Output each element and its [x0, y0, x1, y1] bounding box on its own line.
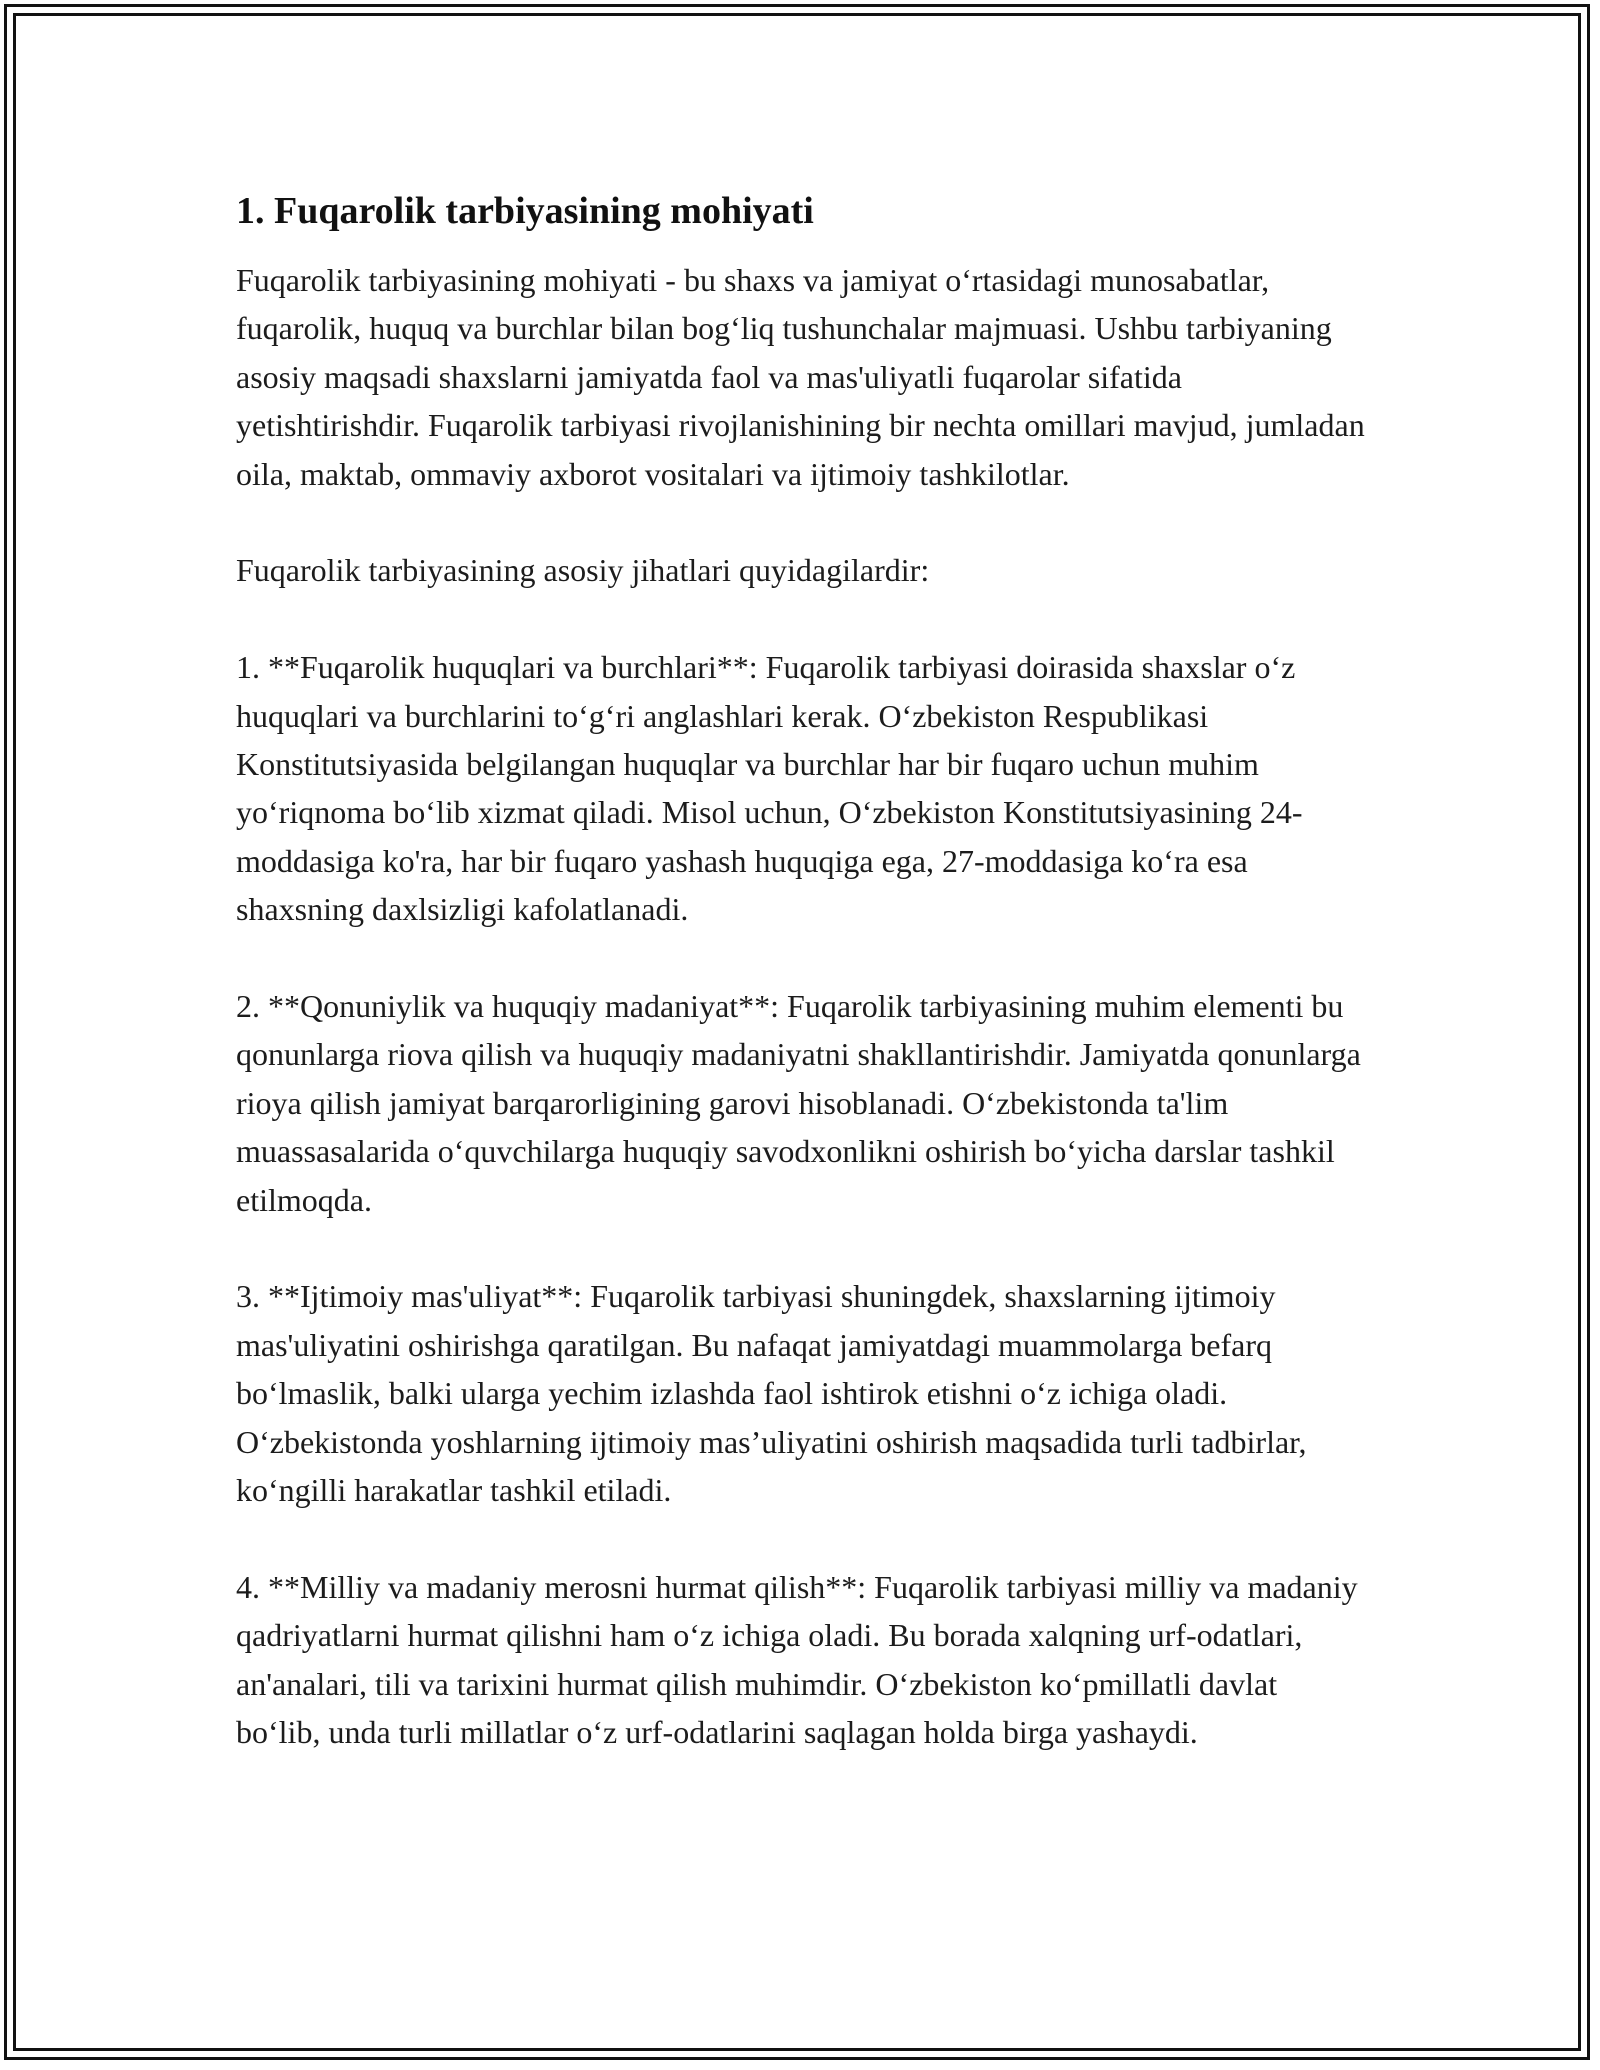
section-heading: 1. Fuqarolik tarbiyasining mohiyati	[236, 190, 814, 232]
aspect-legality-culture-paragraph: 2. **Qonuniylik va huquqiy madaniyat**: Fuqarolik tarbiyasining muhim elementi bu qonunlarga riova qilish va huquqiy madaniyatni shakllantirishdir. Jamiyatda qonunlarga rioya qilish jamiyat barqarorligining garovi hisoblanadi. O‘zbekistonda ta'lim muassasalarida o‘quvchilarga huquqiy savodxonlikni oshirish bo‘yicha darslar tashkil etilmoqda.	[236, 988, 1361, 1218]
document-body	[236, 186, 1366, 1805]
aspect-rights-duties-paragraph: 1. **Fuqarolik huquqlari va burchlari**: Fuqarolik tarbiyasi doirasida shaxslar o‘z huquqlari va burchlarini to‘g‘ri anglashlari kerak. O‘zbekiston Respublikasi Konstitutsiyasida belgilangan huquqlar va burchlar har bir fuqaro uchun muhim yo‘riqnoma bo‘lib xizmat qiladi. Misol uchun, O‘zbekiston Konstitutsiyasining 24-moddasiga ko'ra, har bir fuqaro yashash huquqiga ega, 27-moddasiga ko‘ra esa shaxsning daxlsizligi kafolatlanadi.	[236, 649, 1303, 928]
aspect-social-responsibility-paragraph: 3. **Ijtimoiy mas'uliyat**: Fuqarolik tarbiyasi shuningdek, shaxslarning ijtimoiy mas'uliyatini oshirishga qaratilgan. Bu nafaqat jamiyatdagi muammolarga befarq bo‘lmaslik, balki ularga yechim izlashda faol ishtirok etishni o‘z ichiga oladi. O‘zbekistonda yoshlarning ijtimoiy mas’uliyatini oshirish maqsadida turli tadbirlar, ko‘ngilli harakatlar tashkil etiladi.	[236, 1278, 1307, 1509]
aspects-intro-paragraph: Fuqarolik tarbiyasining asosiy jihatlari quyidagilardir:	[236, 552, 930, 589]
aspect-heritage-respect-paragraph: 4. **Milliy va madaniy merosni hurmat qilish**: Fuqarolik tarbiyasi milliy va madaniy qadriyatlarni hurmat qilishni ham o‘z ichiga oladi. Bu borada xalqning urf-odatlari, an'analari, tili va tarixini hurmat qilish muhimdir. O‘zbekiston ko‘pmillatli davlat bo‘lib, unda turli millatlar o‘z urf-odatlarini saqlagan holda birga yashaydi.	[236, 1568, 1358, 1751]
intro-paragraph: Fuqarolik tarbiyasining mohiyati - bu shaxs va jamiyat o‘rtasidagi munosabatlar, fuqarolik, huquq va burchlar bilan bog‘liq tushunchalar majmuasi. Ushbu tarbiyaning asosiy maqsadi shaxslarni jamiyatda faol va mas'uliyatli fuqarolar sifatida yetishtirishdir. Fuqarolik tarbiyasi rivojlanishining bir nechta omillari mavjud, jumladan oila, maktab, ommaviy axborot vositalari va ijtimoiy tashkilotlar.	[236, 262, 1365, 492]
